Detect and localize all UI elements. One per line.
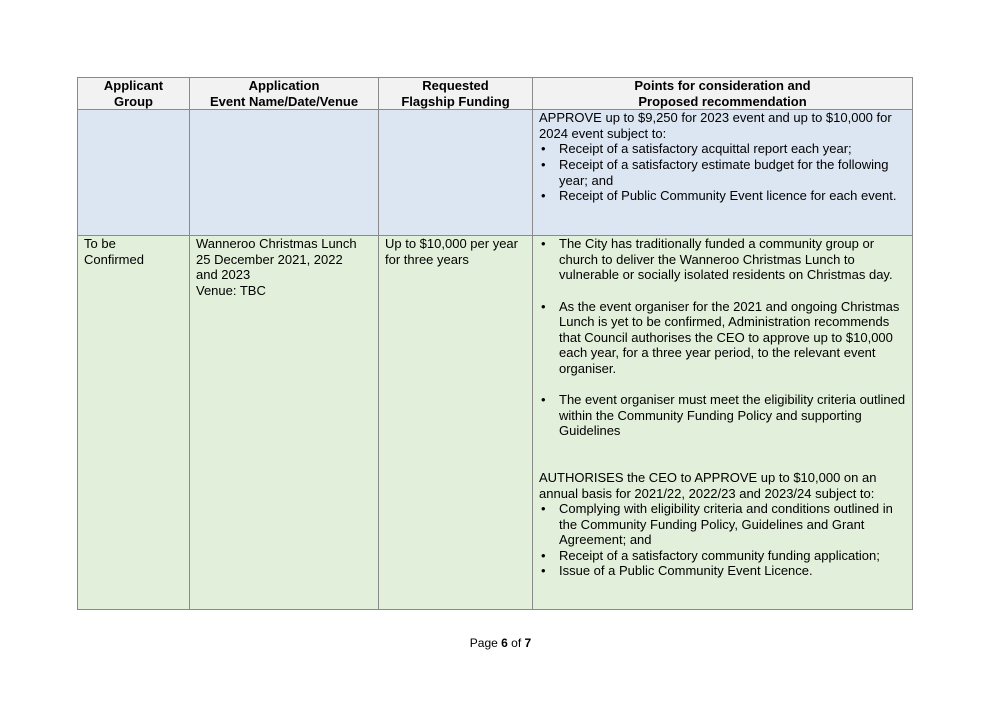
header-applicant-group: Applicant Group xyxy=(78,78,190,110)
list-item: • Complying with eligibility criteria and conditions outlined in the Community Funding Policy, Guidelines and Grant Agreement; and xyxy=(559,501,906,548)
recommendation-intro: AUTHORISES the CEO to APPROVE up to $10,000 on an xyxy=(539,469,877,485)
total-pages-number: 7 xyxy=(524,636,532,650)
funding-table xyxy=(77,77,913,610)
consideration-list xyxy=(539,392,906,439)
header-row xyxy=(78,78,913,110)
list-item: • Receipt of a satisfactory estimate budget for the following year; and xyxy=(559,157,906,188)
consideration-list xyxy=(539,299,906,377)
of-label: of xyxy=(511,636,522,650)
recommendation-intro: annual basis for 2021/22, 2022/23 and 2023/24 subject to: xyxy=(539,485,875,501)
page-footer xyxy=(0,636,1001,650)
list-item: • The City has traditionally funded a community group or church to deliver the Wanneroo Christmas Lunch to vulnerable or socially isolated residents on Christmas day. xyxy=(559,236,906,283)
header-requested-funding: Requested Flagship Funding xyxy=(379,78,533,110)
table-row xyxy=(78,110,913,236)
event-dates: and 2023 xyxy=(196,267,251,283)
page-label: Page xyxy=(469,636,498,650)
list-item: • Receipt of a satisfactory community funding application; xyxy=(559,548,906,564)
condition-list xyxy=(539,501,906,579)
table-row xyxy=(78,236,913,610)
event-name: Wanneroo Christmas Lunch xyxy=(196,236,357,252)
list-item: • As the event organiser for the 2021 and ongoing Christmas Lunch is yet to be confirmed, Administration recommends that Council authorises the CEO to approve up to $10,000 each year, for a three year period, to the relevant event organiser. xyxy=(559,299,906,377)
applicant-cell: To be Confirmed xyxy=(78,236,190,610)
header-points-recommendation: Points for consideration and Proposed recommendation xyxy=(533,78,913,110)
list-item: • Receipt of a satisfactory acquittal report each year; xyxy=(559,141,906,157)
header-application: Application Event Name/Date/Venue xyxy=(190,78,379,110)
funding-cell xyxy=(379,110,533,236)
list-item: • Receipt of Public Community Event licence for each event. xyxy=(559,188,906,204)
recommendation-cell xyxy=(533,236,913,610)
recommendation-cell xyxy=(533,110,913,236)
application-cell xyxy=(190,110,379,236)
consideration-list xyxy=(539,236,906,283)
list-item: • The event organiser must meet the eligibility criteria outlined within the Community Funding Policy and supporting Guidelines xyxy=(559,392,906,439)
current-page-number: 6 xyxy=(501,636,508,650)
list-item: • Issue of a Public Community Event Licence. xyxy=(559,563,906,579)
recommendation-intro: 2024 event subject to: xyxy=(539,125,667,141)
event-dates: 25 December 2021, 2022 xyxy=(196,251,343,267)
recommendation-intro: APPROVE up to $9,250 for 2023 event and up to $10,000 for xyxy=(539,110,892,126)
event-venue: Venue: TBC xyxy=(196,282,266,298)
condition-list xyxy=(539,141,906,203)
applicant-cell xyxy=(78,110,190,236)
funding-cell: Up to $10,000 per year for three years xyxy=(379,236,533,610)
application-cell xyxy=(190,236,379,610)
